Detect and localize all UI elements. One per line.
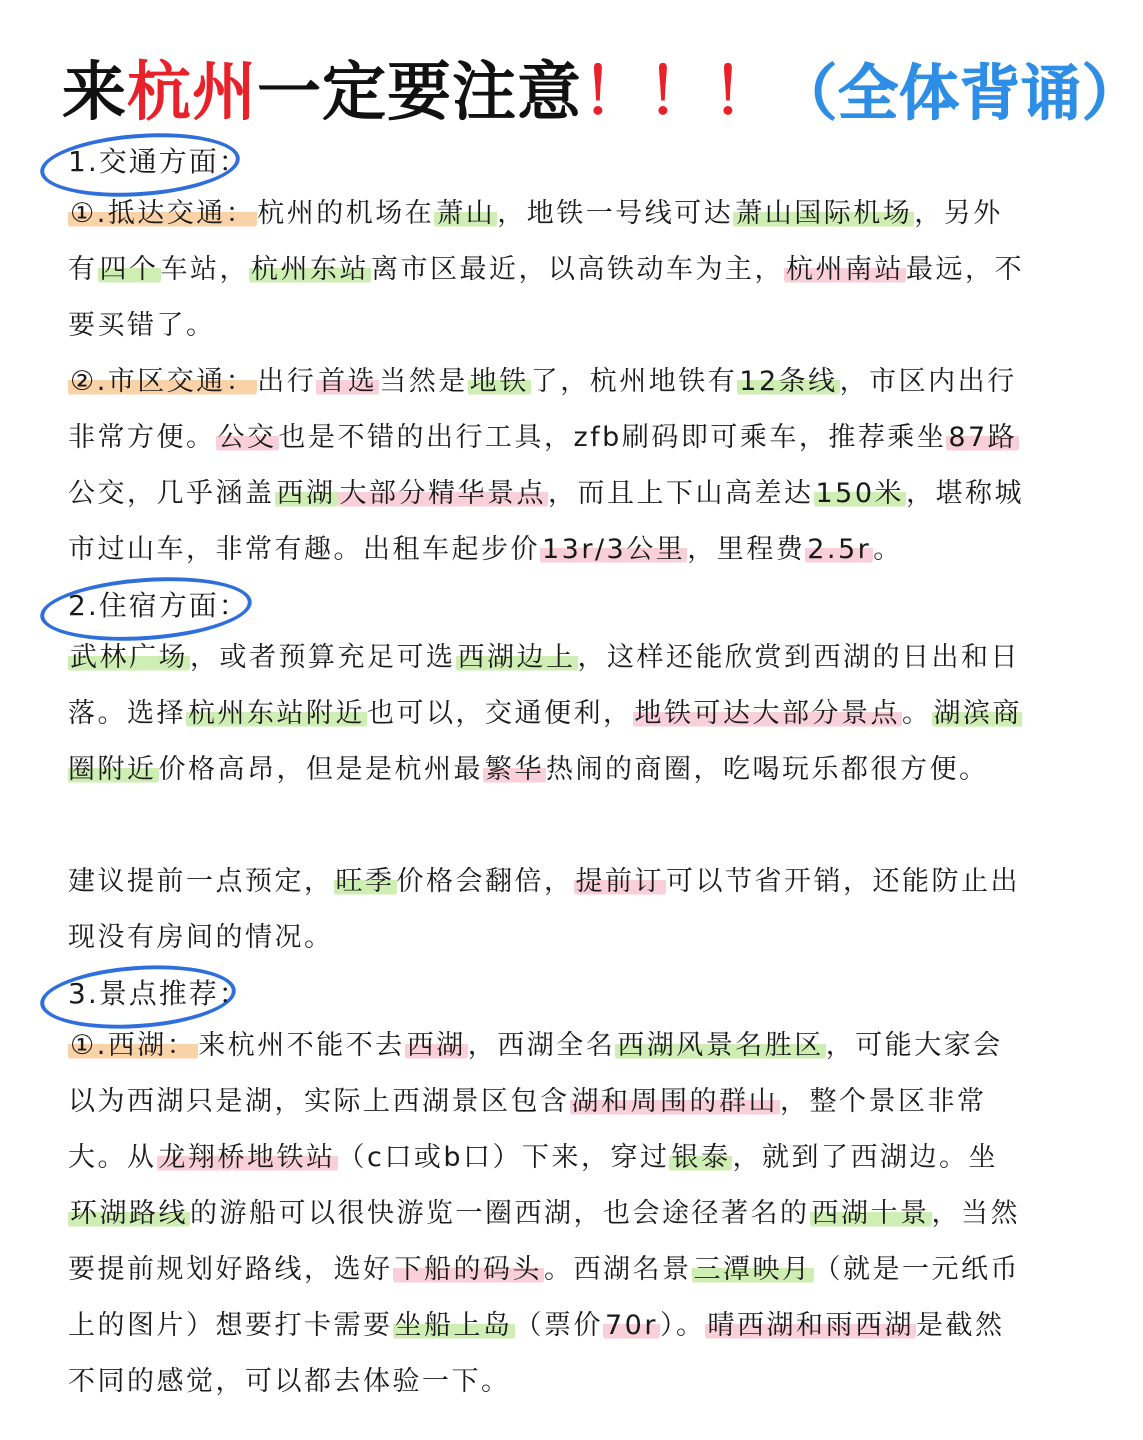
text: 。西湖名景: [544, 1254, 692, 1285]
text: （票价: [514, 1310, 603, 1341]
label-west-lake: ①.西湖：: [70, 1030, 197, 1061]
text: ，或者预算充足可选: [190, 642, 456, 673]
highlight: 武林广场: [70, 642, 188, 673]
text: ）。: [659, 1310, 706, 1341]
text: 出行: [257, 366, 317, 397]
text: 。: [873, 534, 903, 565]
title-part-1: 来: [62, 56, 127, 130]
text: 的游船可以很快游览一圈西湖，也会途径著名的: [190, 1198, 810, 1229]
highlight: 杭州东站附近: [188, 698, 365, 729]
highlight: 87路: [948, 422, 1018, 453]
text: ，西湖全名: [467, 1030, 616, 1061]
text: 是截然不同的感觉，可以都去体验一下。: [68, 1310, 1005, 1397]
highlight: 70r: [605, 1310, 658, 1341]
highlight: 萧山国际机场: [735, 198, 913, 229]
text: 价格高昂，但是是杭州最: [158, 754, 483, 785]
title-subtitle: （全体背诵）: [777, 59, 1143, 129]
highlight: 四个: [99, 254, 159, 285]
text: ，里程费: [687, 534, 806, 565]
text: ，当然要提前规划好路线，选好: [68, 1198, 1020, 1285]
text: 离市区最近，以高铁动车为主，: [371, 254, 784, 285]
highlight: 湖滨商圈附近: [68, 698, 1022, 785]
transport-paragraph-2: [68, 354, 1028, 578]
heading-label: 3.景点推荐：: [68, 977, 249, 1010]
highlight: 西湖: [276, 478, 336, 509]
highlight: 西湖风景名胜区: [617, 1030, 824, 1061]
text: ，地铁一号线可达: [497, 198, 734, 229]
title-exclamations: ！！！: [582, 56, 777, 130]
highlight: 2.5r: [807, 534, 872, 565]
text: 也可以，交通便利，: [367, 698, 633, 729]
text: 。: [902, 698, 932, 729]
text: （就是一元纸币上的图片）想要打卡需要: [68, 1254, 1020, 1341]
highlight: 提前订: [575, 866, 664, 897]
text: 车站，: [160, 254, 249, 285]
label-city-transport: ②.市区交通：: [70, 366, 256, 397]
text: 价格会翻倍，: [396, 866, 574, 897]
text: 了，杭州地铁有: [530, 366, 738, 397]
transport-paragraph-1: [68, 186, 1028, 354]
text: 杭州的机场在: [257, 198, 435, 229]
lodging-paragraph-1: [68, 630, 1028, 798]
highlight: 西湖十景: [811, 1198, 930, 1229]
label-arrival: ①.抵达交通：: [70, 198, 256, 229]
text: 来杭州不能不去: [198, 1030, 405, 1061]
highlight: 地铁可达大部分景点: [634, 698, 900, 729]
highlight: 银泰: [671, 1142, 731, 1173]
highlight: 龙翔桥地铁站: [158, 1142, 336, 1173]
lodging-paragraph-2: [68, 854, 1028, 966]
text: （c口或b口）下来，穿过: [337, 1142, 670, 1173]
highlight: 下船的码头: [394, 1254, 542, 1285]
highlight: 公交: [217, 422, 277, 453]
highlight: 杭州东站: [251, 254, 369, 285]
text: ，整个景区非常大。从: [68, 1086, 987, 1173]
text: ，而且上下山高差达: [548, 478, 814, 509]
text: ，堪称城市过山车，非常有趣。出租车起步价: [68, 478, 1025, 565]
highlight: 西湖边上: [457, 642, 576, 673]
highlight: 晴西湖和雨西湖: [707, 1310, 914, 1341]
highlight: 旺季: [335, 866, 395, 897]
heading-label: 1.交通方面：: [68, 145, 249, 178]
highlight: 萧山: [436, 198, 496, 229]
text: 当然是: [379, 366, 468, 397]
title-city: 杭州: [127, 56, 257, 130]
text: ，可能大家会以为西湖只是湖，实际上西湖景区包含: [68, 1030, 1003, 1117]
highlight: 地铁: [469, 366, 529, 397]
highlight: 繁华: [485, 754, 544, 785]
attractions-paragraph-1: [68, 1018, 1028, 1410]
heading-label: 2.住宿方面：: [68, 589, 249, 622]
text: 建议提前一点预定，: [68, 866, 334, 897]
text: ，市区内出行非常方便。: [68, 366, 1017, 453]
highlight: 湖和周围的群山: [571, 1086, 778, 1117]
highlight: 大部分精华景点: [339, 478, 546, 509]
highlight: 环湖路线: [70, 1198, 188, 1229]
text: 公交，几乎涵盖: [68, 478, 275, 509]
highlight: 150米: [815, 478, 905, 509]
highlight: 13r/3公里: [542, 534, 686, 565]
highlight: 坐船上岛: [394, 1310, 513, 1341]
highlight: 杭州南站: [786, 254, 904, 285]
text: ，另外有: [68, 198, 1003, 285]
highlight: 三潭映月: [693, 1254, 812, 1285]
highlight: 西湖: [406, 1030, 466, 1061]
text: ，就到了西湖边。坐: [732, 1142, 998, 1173]
text: 也是不错的出行工具，zfb刷码即可乘车，推荐乘坐: [278, 422, 947, 453]
highlight: 12条线: [739, 366, 838, 397]
page-title: [62, 48, 1143, 138]
text: 热闹的商圈，吃喝玩乐都很方便。: [546, 754, 989, 785]
text: 可以节省开销，还能防止出现没有房间的情况。: [68, 866, 1020, 953]
title-part-3: 一定要注意: [257, 56, 582, 130]
text: 最远，不要买错了。: [68, 254, 1024, 341]
highlight: 首选: [318, 366, 378, 397]
text: ，这样还能欣赏到西湖的日出和日落。选择: [68, 642, 1020, 729]
